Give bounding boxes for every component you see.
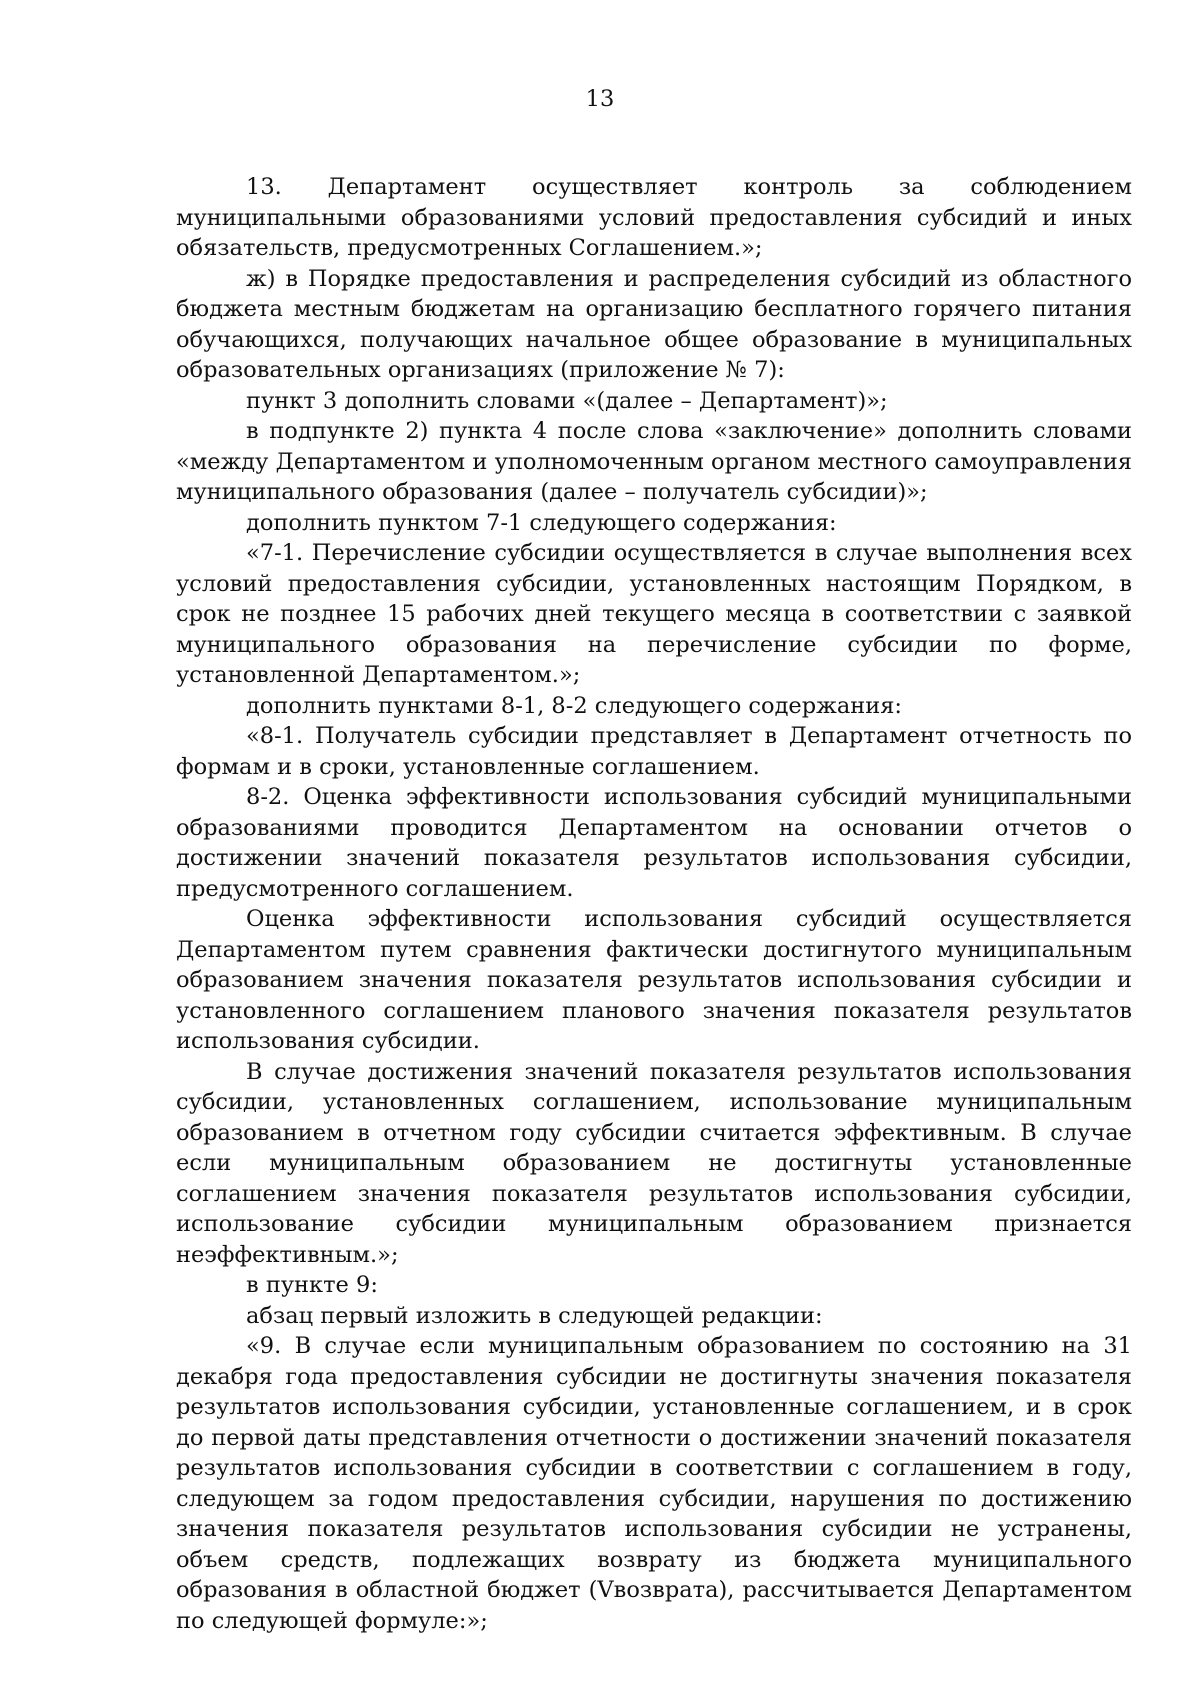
page-number: 13 [585,86,615,112]
paragraph-effectiveness: В случае достижения значений показателя результатов использования субсидии, установленных соглашением, использование муниципальным образованием в отчетном году субсидии считается эффективным. В случае если муниципальным образованием не достигнуты установленные соглашением значения показателя результатов использования субсидии, использование субсидии муниципальным образованием признается неэффективным.»; [176,1058,1132,1268]
document-body [176,172,1132,1636]
paragraph-clause-13: 13. Департамент осуществляет контроль за соблюдением муниципальными образованиями условий предоставления субсидий и иных обязательств, предусмотренных Соглашением.»; [176,174,1132,261]
paragraph-clause-8-1: «8-1. Получатель субсидии представляет в Департамент отчетность по формам и в сроки, установленные соглашением. [176,723,1132,780]
paragraph-amendment-zh: ж) в Порядке предоставления и распределения субсидий из областного бюджета местным бюджетам на организацию бесплатного горячего питания обучающихся, получающих начальное общее образование в муниципальных образовательных организациях (приложение № 7): [176,265,1132,383]
paragraph-point-4: в подпункте 2) пункта 4 после слова «заключение» дополнить словами «между Департаментом и уполномоченным органом местного самоуправления муниципального образования (далее – получатель субсидии)»; [176,418,1132,505]
paragraph-evaluation: Оценка эффективности использования субсидий осуществляется Департаментом путем сравнения фактически достигнутого муниципальным образованием значения показателя результатов использования субсидии и установленного соглашением планового значения показателя результатов использования субсидии. [176,906,1132,1054]
paragraph-add-8-intro: дополнить пунктами 8-1, 8-2 следующего содержания: [246,692,903,719]
paragraph-clause-9: «9. В случае если муниципальным образованием по состоянию на 31 декабря года предоставления субсидии не достигнуты значения показателя результатов использования субсидии, установленные соглашением, и в срок до первой даты представления отчетности о достижении значений показателя результатов использования субсидии в соответствии с соглашением в году, следующем за годом предоставления субсидии, нарушения по достижению значения показателя результатов использования субсидии не устранены, объем средств, подлежащих возврату из бюджета муниципального образования в областной бюджет (Vвозврата), рассчитывается Департаментом по следующей формуле:»; [176,1333,1132,1634]
paragraph-point-3: пункт 3 дополнить словами «(далее – Департамент)»; [246,387,888,414]
paragraph-first-abzac: абзац первый изложить в следующей редакции: [246,1302,823,1329]
paragraph-clause-8-2: 8-2. Оценка эффективности использования субсидий муниципальными образованиями проводится Департаментом на основании отчетов о достижении значений показателя результатов использования субсидии, предусмотренного соглашением. [176,784,1132,902]
paragraph-clause-7-1: «7-1. Перечисление субсидии осуществляется в случае выполнения всех условий предоставления субсидии, установленных настоящим Порядком, в срок не позднее 15 рабочих дней текущего месяца в соответствии с заявкой муниципального образования на перечисление субсидии по форме, установленной Департаментом.»; [176,540,1132,688]
paragraph-add-7-1-intro: дополнить пунктом 7-1 следующего содержания: [246,509,837,536]
paragraph-point-9: в пункте 9: [246,1272,378,1298]
